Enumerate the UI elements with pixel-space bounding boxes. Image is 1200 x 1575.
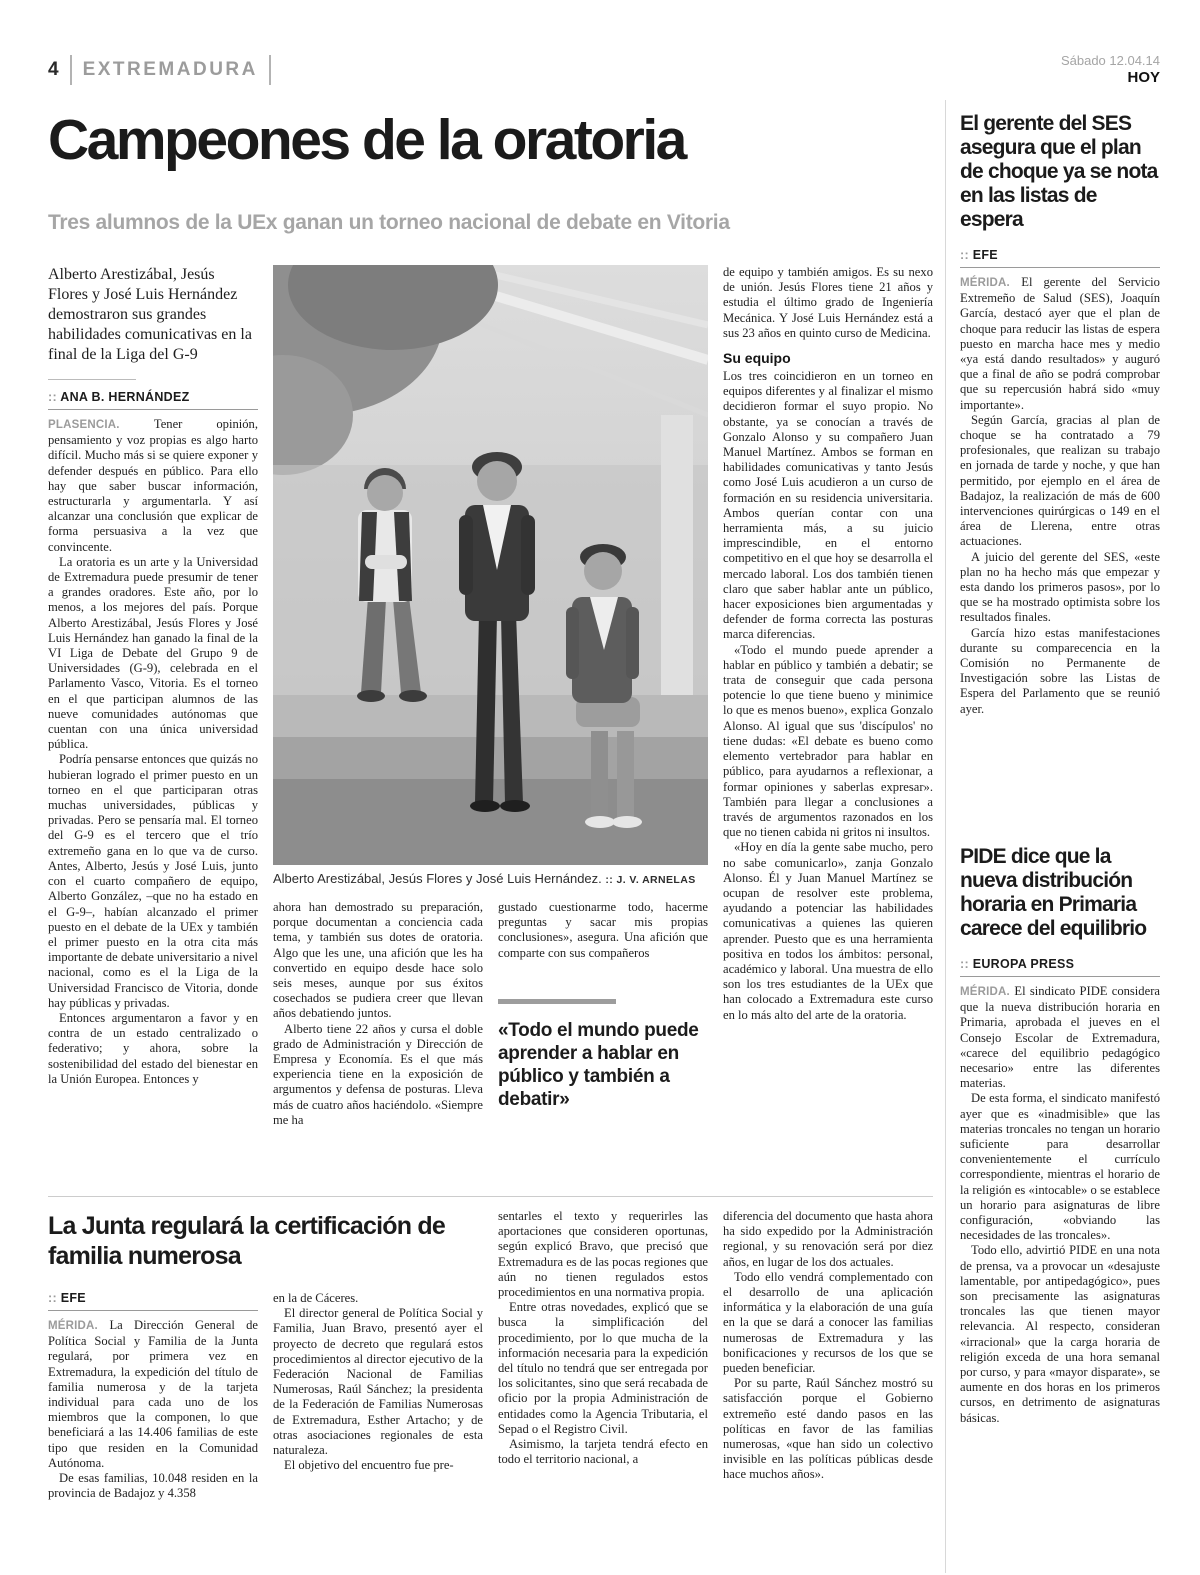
dateline: MÉRIDA. bbox=[48, 1320, 110, 1332]
byline-name: ANA B. HERNÁNDEZ bbox=[60, 390, 190, 404]
sidebar-headline: PIDE dice que la nueva distribución horaria en Primaria carece del equilibrio bbox=[960, 845, 1147, 940]
bottom-byline bbox=[48, 1291, 258, 1311]
paragraph-subhead: Su equipo bbox=[723, 350, 791, 367]
byline-marker: :: bbox=[48, 1291, 57, 1305]
byline-marker: :: bbox=[960, 957, 969, 971]
bottom-column-1 bbox=[48, 1291, 258, 1546]
page-header bbox=[48, 50, 1160, 90]
article-column-2 bbox=[273, 900, 483, 1180]
main-column bbox=[48, 100, 933, 1562]
body-paragraph: «Hoy en día la gente sabe mucho, pero no sabe comunicarlo», zanja Gonzalo Alonso. Él y Juan Manuel Martínez se ocupan de resolver este problema, ayudando a potenciar las habilidades comunicativas a quienes las quieren aprender. Puesto que es una herramienta positiva en todos los ámbitos: personal, académico y laboral. Una muestra de ello son los tres estudiantes de la UEx que han colocado a Extremadura este curso en lo más alto del arte de la oratoria. bbox=[723, 840, 933, 1022]
body-paragraph: La oratoria es un arte y la Universidad de Extremadura puede presumir de tener a grandes oradores. Este año, por lo menos, a los mejores del país. Porque Alberto Arestizábal, Jesús Flores y José Luis Hernández han ganado la final de la VI Liga de Debate del Grupo 9 de Universidades (G-9), celebrada en el Parlamento Vasco, Vitoria. Es el torneo en el que participan alumnos de las nueve comunidades autónomas que cuentan con una única universidad pública. bbox=[48, 554, 258, 752]
photo-caption-row bbox=[273, 871, 708, 886]
page-number: 4 bbox=[48, 59, 59, 80]
pull-quote bbox=[498, 999, 708, 1111]
body-paragraph: Entonces argumentaron a favor y en contra de un estado centralizado o federativo; y ahora, sobre la sostenibilidad del estado del bienestar en la Unión Europea. Entonces y bbox=[48, 1010, 258, 1086]
dateline: MÉRIDA. bbox=[960, 986, 1015, 998]
byline-name: EFE bbox=[972, 248, 998, 262]
body-paragraph: «Todo el mundo puede aprender a hablar en público y también a debatir; se trata de conseguir que cada persona potencie lo que tiene bueno y minimice lo que es menos bueno», explica Gonzalo Alonso. Al igual que sus 'discípulos' no tiene dudas: «El debate es bueno como elemento vertebrador para hablar en público, para ayudarnos a reflexionar, a formar opiniones y saberlas expresar». También para llegar a conclusiones a través de argumentos razonados en los que no tienen cabida ni gritos ni insultos. bbox=[723, 642, 933, 840]
body-paragraph: gustado cuestionarme todo, hacerme preguntas y sacar mis propias conclusiones», asegura. Una afición que comparte con sus compañeros bbox=[498, 900, 708, 960]
section-title: EXTREMADURA bbox=[82, 59, 258, 80]
body-paragraph: Según García, gracias al plan de choque se ha contratado a 79 profesionales, que realizan su trabajo en jornada de tarde y noche, y que han permitido, por ejemplo en el área de Badajoz, la realización de más de 600 intervenciones quirúrgicas o 149 en el área de Llerena, entre otras actuaciones. bbox=[960, 412, 1160, 549]
body-paragraph: De esas familias, 10.048 residen en la provincia de Badajoz y 4.358 bbox=[48, 1471, 258, 1501]
bottom-column-4 bbox=[723, 1209, 933, 1561]
article-column-3 bbox=[498, 900, 708, 1180]
sidebar-article-pide-text bbox=[960, 984, 1160, 1426]
main-headline: Campeones de la oratoria bbox=[48, 108, 685, 172]
body-paragraph: MÉRIDA. La Dirección General de Política Social y Familia de la Junta regulará, por primera vez en Extremadura, la expedición del título de familia numerosa y de la tarjeta individual para cada uno de los miembros que la componen, lo que beneficiará a las 14.406 familias de este tipo que residen en la Comunidad Autónoma. bbox=[48, 1318, 258, 1470]
article-photo bbox=[273, 265, 708, 865]
sidebar-byline bbox=[960, 248, 1160, 268]
body-paragraph: Podría pensarse entonces que quizás no hubieran logrado el primer puesto en un torneo en el que participaran otras muchas universidades, públicas y privadas. Pero se pensaría mal. El torneo del G-9 es el tercero que el trío extremeño gana en lo que va de curso. Antes, Alberto, Jesús y José Luis, junto con el cuarto compañero de equipo, Alberto González, –que no ha estado en el G-9–, habían alcanzado el primer puesto en el debate de la UEx y también el primer puesto en la otra cita más importante de debate universitario a nivel nacional, como es el la Liga de la Universidad Francisco de Vitoria, donde hay públicas y privadas. bbox=[48, 752, 258, 1010]
photo-credit: :: J. V. ARNELAS bbox=[605, 874, 696, 886]
middle-text-columns bbox=[273, 900, 708, 1180]
column-3-text bbox=[498, 900, 708, 961]
deck-rule bbox=[48, 379, 136, 380]
column-1-text bbox=[48, 417, 258, 1087]
body-paragraph: Los tres coincidieron en un torneo en equipos diferentes y al finalizar el mismo decidieron formar el suyo propio. No obstante, ya se conocían a través de Gonzalo Alonso y su compañero Juan Manuel Martínez. Ambos se forman en habilidades comunicativas y tanto Jesús como José Luis acudieron a un curso de formación en su residencia universitaria. Ambos querían contar con una herramienta más, a su juicio imprescindible, en el entorno competitivo en el que hoy se desarrolla el mercado laboral. Los dos también tienen claro que saber hablar ante un público, hacer exposiciones bien argumentadas y defender de forma correcta las posturas marca diferencias. bbox=[723, 369, 933, 642]
sidebar-article-pide bbox=[960, 845, 1160, 1561]
body-paragraph: Por su parte, Raúl Sánchez mostró su satisfacción porque el Gobierno extremeño esté dando pasos en las políticas en favor de las familias numerosas, «que han sido un colectivo invisible en las políticas públicas desde hace muchos años». bbox=[723, 1376, 933, 1482]
header-left bbox=[48, 55, 282, 85]
body-paragraph: de equipo y también amigos. Es su nexo de unión. Jesús Flores tiene 21 años y estudia el último grado de Ingeniería Mecánica. Y José Luis Hernández está a sus 23 años en quinto curso de Medicina. bbox=[723, 265, 933, 340]
body-paragraph: diferencia del documento que hasta ahora ha sido expedido por la Administración regional, y su renovación será por diez años, en lugar de los dos actuales. bbox=[723, 1209, 933, 1269]
main-subhead: Tres alumnos de la UEx ganan un torneo nacional de debate en Vitoria bbox=[48, 211, 730, 234]
sidebar-headline: El gerente del SES asegura que el plan de choque ya se nota en las listas de espera bbox=[960, 112, 1158, 231]
article-middle-block bbox=[273, 265, 708, 1180]
body-paragraph: ahora han demostrado su preparación, porque documentan a conciencia cada tema, y también sus dotes de oratoria. Algo que les une, una afición que les ha convertido en equipo desde hace solo seis meses, aunque por sus éxitos cosechados se pudiera creer que llevan años debatiendo juntos. bbox=[273, 900, 483, 1021]
sidebar-byline bbox=[960, 957, 1160, 977]
pull-quote-bar bbox=[498, 999, 616, 1004]
article-column-4 bbox=[723, 265, 933, 1180]
bottom-column-2 bbox=[273, 1291, 483, 1546]
body-paragraph: El objetivo del encuentro fue pre- bbox=[284, 1458, 454, 1473]
body-paragraph: Asimismo, la tarjeta tendrá efecto en todo el territorio nacional, a bbox=[498, 1437, 708, 1467]
bottom-article bbox=[48, 1196, 933, 1561]
article-deck: Alberto Arestizábal, Jesús Flores y José Luis Hernández demostraron sus grandes habilidades comunicativas en la final de la Liga del G-9 bbox=[48, 266, 252, 363]
body-paragraph: PLASENCIA. Tener opinión, pensamiento y voz propias es algo harto difícil. Mucho más si se quiere exponer y defender después en público. Para ello hay que saber buscar información, estructurarla y argumentarla. Y así alcanzar una conclusión que explicar de forma persuasiva a la vez que convincente. bbox=[48, 417, 258, 554]
body-paragraph: en la de Cáceres. bbox=[273, 1291, 359, 1305]
article-column-1 bbox=[48, 265, 258, 1180]
bottom-left-block bbox=[48, 1209, 483, 1561]
byline-marker: :: bbox=[960, 248, 969, 262]
sidebar-article-ses bbox=[960, 112, 1160, 845]
byline-name: EUROPA PRESS bbox=[972, 957, 1075, 971]
body-paragraph: García hizo estas manifestaciones durante su comparecencia en la Comisión no Permanente de Investigación sobre las Listas de Espera del Parlamento que se reunió ayer. bbox=[960, 625, 1160, 716]
body-paragraph: sentarles el texto y requerirles las aportaciones que consideren oportunas, según explicó Bravo, que precisó que Extremadura es de las pocas regiones que aún no tienen regulados estos procedimientos en una normativa propia. bbox=[498, 1209, 708, 1300]
content-area bbox=[48, 100, 1160, 1562]
article-byline bbox=[48, 390, 258, 410]
body-paragraph: MÉRIDA. El gerente del Servicio Extremeño de Salud (SES), Joaquín García, destacó ayer que el plan de choque para reducir las listas de espera puesto en marcha hace mes y medio «ya está dando resultados» y auguró que a final de año se podrá comprobar que su repercusión habrá sido «muy importante». bbox=[960, 275, 1160, 412]
sidebar-article-ses-text bbox=[960, 275, 1160, 717]
bottom-headline: La Junta regulará la certificación de familia numerosa bbox=[48, 1212, 445, 1270]
header-right bbox=[1061, 54, 1160, 86]
body-paragraph: Todo ello vendrá complementado con el desarrollo de una aplicación informática y la elaboración de una guía en la que se dará a conocer las familias numerosas de Extremadura y las bonificaciones y recursos de los que se pueden beneficiar. bbox=[723, 1269, 933, 1376]
header-divider bbox=[70, 55, 72, 85]
dateline: MÉRIDA. bbox=[960, 277, 1022, 289]
body-paragraph: MÉRIDA. El sindicato PIDE considera que la nueva distribución horaria en Primaria, aprobada el jueves en el Consejo Escolar de Extremadura, «carece del equilibrio pedagógico necesario» entre las diferentes materias. bbox=[960, 984, 1160, 1091]
body-paragraph: De esta forma, el sindicato manifestó ayer que es «inadmisible» que las materias troncales no tengan un horario suficiente para desarrollar convenientemente el currículo correspondiente, mientras el horario de la religión es «intocable» o se establece un horario para asignaturas de libre configuración, «obviando las necesidades de las troncales». bbox=[960, 1091, 1160, 1243]
photo-caption: Alberto Arestizábal, Jesús Flores y José Luis Hernández. bbox=[273, 871, 602, 886]
byline-name: EFE bbox=[60, 1291, 86, 1305]
masthead: HOY bbox=[1127, 68, 1160, 86]
body-paragraph: Entre otras novedades, explicó que se busca la simplificación del procedimiento, por lo que mucha de la información necesaria para la expedición del título no tendrá que ser entregada por los solicitantes, sino que será recabada de oficio por la propia Administración de entidades como la Agencia Tributaria, el Sepad o el Registro Civil. bbox=[498, 1300, 708, 1436]
body-paragraph: Alberto tiene 22 años y cursa el doble grado de Administración y Dirección de Empresa y Economía. Es el que más experiencia tiene en la exposición de argumentos y defensa de posturas. Lleva más de cuatro años haciéndolo. «Siempre me ha bbox=[273, 1021, 483, 1127]
byline-marker: :: bbox=[48, 390, 57, 404]
bottom-column-3 bbox=[498, 1209, 708, 1561]
main-article-columns bbox=[48, 265, 933, 1180]
bottom-column-1-text bbox=[48, 1318, 258, 1501]
pull-quote-text: «Todo el mundo puede aprender a hablar en público y también a debatir» bbox=[498, 1019, 699, 1110]
body-paragraph: A juicio del gerente del SES, «este plan no ha hecho más que empezar y esta dando los primeros pasos», por lo que se ha mostrado optimista sobre los resultados finales. bbox=[960, 549, 1160, 625]
header-divider bbox=[269, 55, 271, 85]
bottom-columns-1-2 bbox=[48, 1291, 483, 1546]
body-paragraph: El director general de Política Social y Familia, Juan Bravo, presentó ayer el proyecto de decreto que regulará estos procedimientos al director ejecutivo de la Federación Nacional de Familias Numerosas, Raúl Sánchez; la presidenta de la Federación de Familias Numerosas de Extremadura, Esther Artacho; y de otras asociaciones regionales de esta naturaleza. bbox=[273, 1306, 483, 1458]
body-paragraph: Todo ello, advirtió PIDE en una nota de prensa, va a provocar un «desajuste lamentable, por antipedagógico», pues son precisamente las asignaturas troncales las que tienen mayor relevancia. Al respecto, consideran «irracional» que la carga horaria de religión exceda de una hora semanal por curso, y para «mayor disparate», se aumente en dos horas en los primeros cursos, en detrimento de asignaturas básicas. bbox=[960, 1243, 1160, 1425]
edition-date: Sábado 12.04.14 bbox=[1060, 52, 1160, 68]
sidebar bbox=[945, 100, 1160, 1573]
dateline: PLASENCIA. bbox=[48, 419, 154, 431]
